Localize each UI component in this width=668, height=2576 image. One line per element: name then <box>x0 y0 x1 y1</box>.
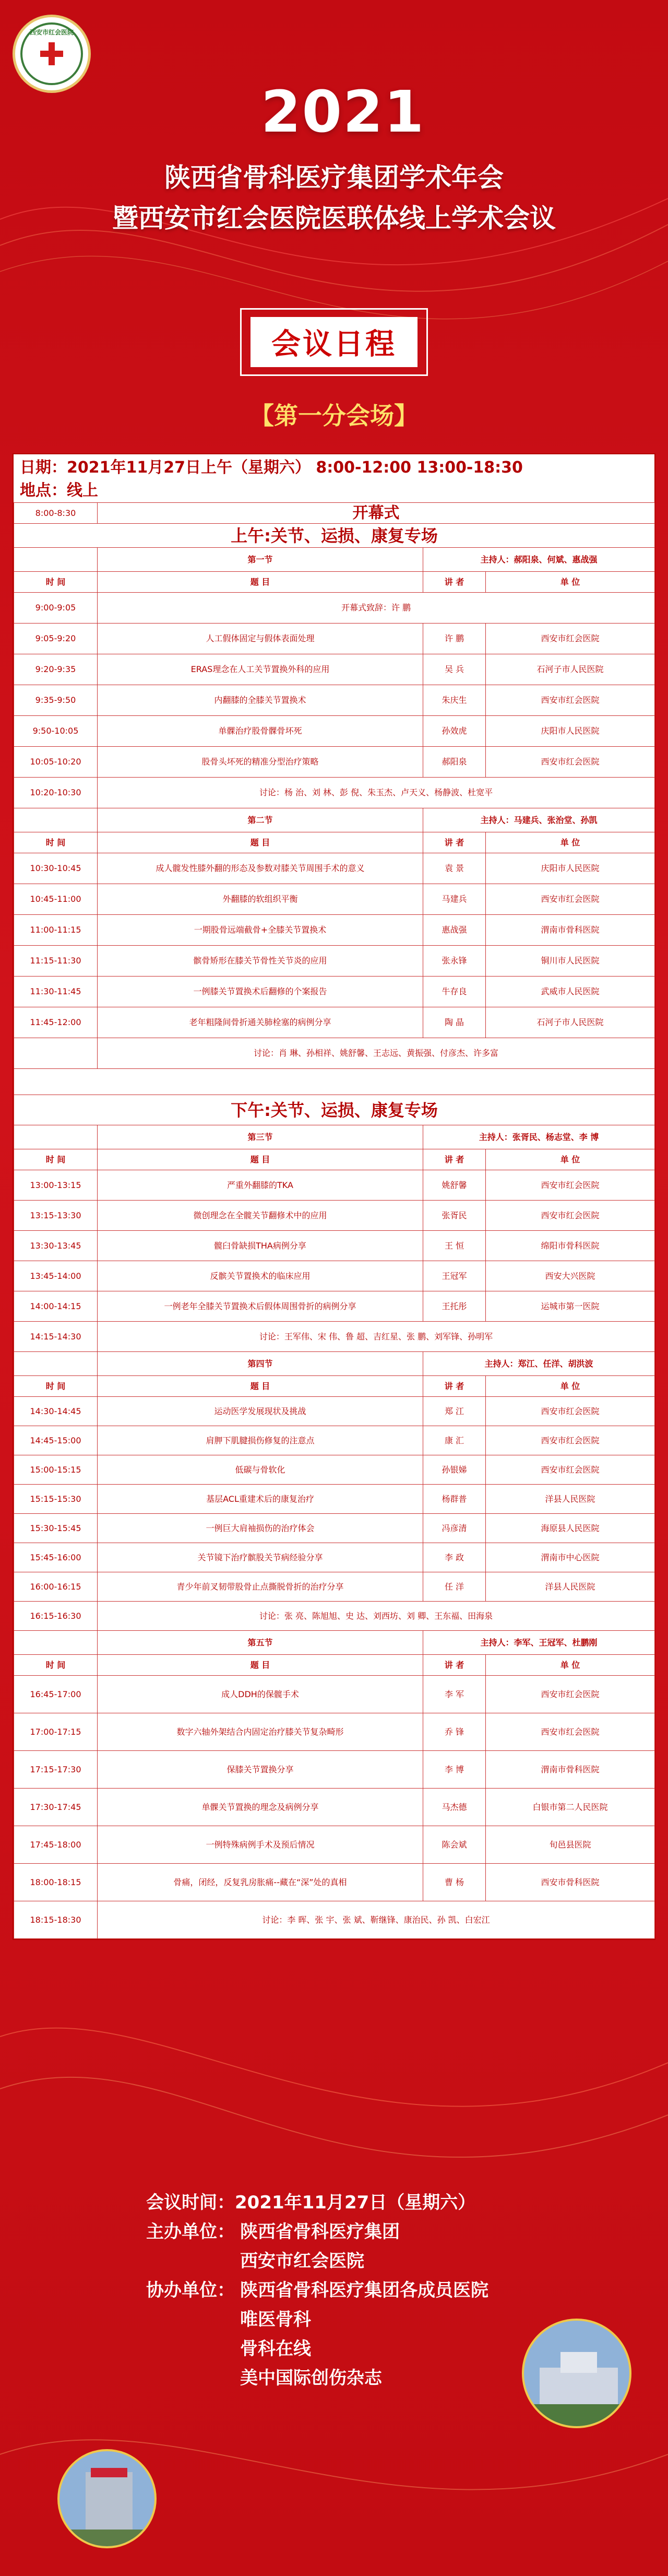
venue-label: 【第一分会场】 <box>250 402 418 430</box>
time-cell <box>14 1038 98 1069</box>
table-row <box>14 548 655 572</box>
unit-cell: 石河子市人民医院 <box>486 1007 655 1038</box>
table-row <box>14 1095 655 1125</box>
time-cell: 17:30-17:45 <box>14 1789 98 1826</box>
unit-cell: 西安市红会医院 <box>486 1170 655 1201</box>
time-cell: 17:00-17:15 <box>14 1713 98 1751</box>
agenda-body <box>14 503 655 1939</box>
hospital-logo <box>13 15 91 93</box>
col-unit-header: 单 位 <box>486 572 655 593</box>
speaker-cell: 冯彦清 <box>423 1514 486 1543</box>
table-row <box>14 1231 655 1261</box>
col-topic-header: 题 目 <box>98 1149 423 1170</box>
topic-cell: ERAS理念在人工关节置换外科的应用 <box>98 654 423 685</box>
unit-cell: 西安市骨科医院 <box>486 1864 655 1901</box>
unit-cell: 西安市红会医院 <box>486 1713 655 1751</box>
schedule-label-box <box>240 308 428 376</box>
time-cell: 16:00-16:15 <box>14 1572 98 1602</box>
speaker-cell: 乔 锋 <box>423 1713 486 1751</box>
speaker-cell: 马杰德 <box>423 1789 486 1826</box>
agenda-table <box>14 502 655 1939</box>
table-row <box>14 1376 655 1397</box>
session-host: 主持人：郑江、任洋、胡洪波 <box>423 1352 655 1376</box>
speaker-cell: 陶 晶 <box>423 1007 486 1038</box>
unit-cell: 洋县人民医院 <box>486 1572 655 1602</box>
topic-cell: 一期股骨远端截骨+全膝关节置换术 <box>98 915 423 946</box>
time-cell: 14:30-14:45 <box>14 1397 98 1426</box>
speaker-cell: 姚舒馨 <box>423 1170 486 1201</box>
table-row <box>14 1038 655 1069</box>
discussion-cell: 讨论：王军伟、宋 伟、鲁 超、吉红星、张 鹏、刘军锋、孙明军 <box>98 1322 655 1352</box>
table-row <box>14 593 655 624</box>
topic-cell: 低碳与骨软化 <box>98 1455 423 1485</box>
topic-cell: 老年粗隆间骨折通关肺栓塞的病例分享 <box>98 1007 423 1038</box>
topic-cell: 肩胛下肌腱损伤修复的注意点 <box>98 1426 423 1455</box>
time-cell: 9:20-9:35 <box>14 654 98 685</box>
table-row <box>14 624 655 654</box>
time-cell: 11:30-11:45 <box>14 977 98 1007</box>
table-row <box>14 1572 655 1602</box>
table-row <box>14 1426 655 1455</box>
co-host-org-3: 骨科在线 <box>240 2338 311 2359</box>
speaker-cell: 李 政 <box>423 1543 486 1572</box>
topic-cell: 内翻膝的全膝关节置换术 <box>98 685 423 716</box>
sub-title: 暨西安市红会医院医联体线上学术会议 <box>112 203 556 233</box>
topic-cell: 髌骨矫形在膝关节骨性关节炎的应用 <box>98 946 423 977</box>
co-host-org-1: 陕西省骨科医疗集团各成员医院 <box>240 2280 488 2301</box>
table-cell <box>14 548 98 572</box>
col-time-header: 时 间 <box>14 572 98 593</box>
unit-cell: 渭南市中心医院 <box>486 1543 655 1572</box>
table-row <box>14 808 655 832</box>
opening-ceremony: 开幕式 <box>98 503 655 524</box>
time-cell: 16:15-16:30 <box>14 1602 98 1631</box>
opening-time: 8:00-8:30 <box>14 503 98 524</box>
am-section-title: 上午:关节、运损、康复专场 <box>14 524 655 548</box>
table-row <box>14 1631 655 1655</box>
speaker-cell: 张永锋 <box>423 946 486 977</box>
host-org-1: 陕西省骨科医疗集团 <box>240 2221 400 2242</box>
speaker-cell: 吴 兵 <box>423 654 486 685</box>
hospital-campus-photo <box>522 2319 631 2428</box>
time-cell: 15:45-16:00 <box>14 1543 98 1572</box>
co-host-org-2: 唯医骨科 <box>240 2309 311 2330</box>
table-row <box>14 716 655 747</box>
section-gap <box>14 1069 655 1095</box>
topic-cell: 外翻膝的软组织平衡 <box>98 884 423 915</box>
time-cell: 10:45-11:00 <box>14 884 98 915</box>
topic-cell: 髋臼骨缺损THA病例分享 <box>98 1231 423 1261</box>
year-heading: 2021 <box>261 78 425 145</box>
unit-cell: 西安市红会医院 <box>486 747 655 778</box>
col-unit-header: 单 位 <box>486 1376 655 1397</box>
logo-ring <box>20 22 83 85</box>
speaker-cell: 陈会斌 <box>423 1826 486 1864</box>
col-topic-header: 题 目 <box>98 1376 423 1397</box>
table-row <box>14 1261 655 1291</box>
table-row <box>14 1826 655 1864</box>
topic-cell: 单髁治疗股骨髁骨坏死 <box>98 716 423 747</box>
session-host: 主持人：马建兵、张治堂、孙凯 <box>423 808 655 832</box>
unit-cell: 庆阳市人民医院 <box>486 716 655 747</box>
speaker-cell: 牛存良 <box>423 977 486 1007</box>
time-cell: 15:00-15:15 <box>14 1455 98 1485</box>
table-row <box>14 1125 655 1149</box>
time-cell: 17:15-17:30 <box>14 1751 98 1789</box>
unit-cell: 武威市人民医院 <box>486 977 655 1007</box>
topic-cell: 一例特殊病例手术及预后情况 <box>98 1826 423 1864</box>
speaker-cell: 王托彤 <box>423 1291 486 1322</box>
time-cell: 18:00-18:15 <box>14 1864 98 1901</box>
table-row <box>14 1514 655 1543</box>
speaker-cell: 李 军 <box>423 1676 486 1713</box>
time-cell: 11:15-11:30 <box>14 946 98 977</box>
table-row <box>14 946 655 977</box>
speaker-cell: 朱庆生 <box>423 685 486 716</box>
schedule-label: 会议日程 <box>250 317 418 367</box>
unit-cell: 绵阳市骨科医院 <box>486 1231 655 1261</box>
time-cell: 16:45-17:00 <box>14 1676 98 1713</box>
discussion-cell: 讨论：杨 治、刘 林、彭 倪、朱玉杰、卢天义、杨静波、杜宽平 <box>98 778 655 808</box>
topic-cell: 一例巨大肩袖损伤的治疗体会 <box>98 1514 423 1543</box>
table-row <box>14 1322 655 1352</box>
topic-cell: 运动医学发展现状及挑战 <box>98 1397 423 1426</box>
time-cell: 13:45-14:00 <box>14 1261 98 1291</box>
table-cell <box>14 1352 98 1376</box>
table-row <box>14 747 655 778</box>
table-row <box>14 832 655 853</box>
time-cell: 11:45-12:00 <box>14 1007 98 1038</box>
time-cell: 10:30-10:45 <box>14 853 98 884</box>
session-host: 主持人：李军、王冠军、杜鹏刚 <box>423 1631 655 1655</box>
table-row <box>14 1543 655 1572</box>
time-cell: 15:30-15:45 <box>14 1514 98 1543</box>
meeting-time: 会议时间：2021年11月27日（星期六） <box>146 2192 476 2213</box>
unit-cell: 石河子市人民医院 <box>486 654 655 685</box>
table-row <box>14 685 655 716</box>
unit-cell: 西安大兴医院 <box>486 1261 655 1291</box>
co-host-org-4: 美中国际创伤杂志 <box>240 2368 382 2389</box>
unit-cell: 庆阳市人民医院 <box>486 853 655 884</box>
time-cell: 14:00-14:15 <box>14 1291 98 1322</box>
unit-cell: 海原县人民医院 <box>486 1514 655 1543</box>
session-name: 第五节 <box>98 1631 423 1655</box>
speaker-cell: 孙效虎 <box>423 716 486 747</box>
unit-cell: 渭南市骨科医院 <box>486 915 655 946</box>
table-cell <box>14 1631 98 1655</box>
speaker-cell: 任 洋 <box>423 1572 486 1602</box>
pm-section-title: 下午:关节、运损、康复专场 <box>14 1095 655 1125</box>
table-row <box>14 654 655 685</box>
time-cell: 10:05-10:20 <box>14 747 98 778</box>
place-line: 地点：线上 <box>20 481 98 500</box>
topic-cell: 基层ACL重建术后的康复治疗 <box>98 1485 423 1514</box>
col-topic-header: 题 目 <box>98 572 423 593</box>
time-cell: 13:15-13:30 <box>14 1201 98 1231</box>
table-cell <box>14 808 98 832</box>
topic-cell: 一例膝关节置换术后翻修的个案报告 <box>98 977 423 1007</box>
time-cell: 9:35-9:50 <box>14 685 98 716</box>
time-cell: 9:50-10:05 <box>14 716 98 747</box>
table-row <box>14 853 655 884</box>
speaker-cell: 杨群普 <box>423 1485 486 1514</box>
discussion-cell: 讨论：张 亮、陈旭旭、史 达、刘西坊、刘 卿、王东福、田海泉 <box>98 1602 655 1631</box>
schedule-table <box>13 453 655 1940</box>
table-row <box>14 524 655 548</box>
speaker-cell: 惠战强 <box>423 915 486 946</box>
hospital-building-photo <box>57 2449 157 2548</box>
topic-cell: 关节镜下治疗髌股关节病经验分享 <box>98 1543 423 1572</box>
col-speaker-header: 讲 者 <box>423 1655 486 1676</box>
table-row <box>14 503 655 524</box>
main-title: 陕西省骨科医疗集团学术年会 <box>164 162 504 193</box>
table-row <box>14 1291 655 1322</box>
table-row <box>14 884 655 915</box>
session-host: 主持人：郝阳泉、何斌、惠战强 <box>423 548 655 572</box>
session-name: 第一节 <box>98 548 423 572</box>
discussion-cell: 讨论：李 晖、张 宇、张 斌、靳继锋、康治民、孙 凯、白宏江 <box>98 1901 655 1939</box>
col-time-header: 时 间 <box>14 1376 98 1397</box>
red-cross-icon <box>40 42 63 65</box>
table-row <box>14 1901 655 1939</box>
unit-cell: 西安市红会医院 <box>486 685 655 716</box>
time-cell: 17:45-18:00 <box>14 1826 98 1864</box>
speaker-cell: 郑 江 <box>423 1397 486 1426</box>
topic-cell: 青少年前叉韧带股骨止点撕脱骨折的治疗分享 <box>98 1572 423 1602</box>
topic-cell: 保膝关节置换分享 <box>98 1751 423 1789</box>
topic-cell: 数字六轴外架结合内固定治疗膝关节复杂畸形 <box>98 1713 423 1751</box>
time-cell: 9:05-9:20 <box>14 624 98 654</box>
unit-cell: 西安市红会医院 <box>486 1397 655 1426</box>
col-speaker-header: 讲 者 <box>423 572 486 593</box>
unit-cell: 西安市红会医院 <box>486 1201 655 1231</box>
topic-cell: 严重外翻膝的TKA <box>98 1170 423 1201</box>
col-time-header: 时 间 <box>14 1149 98 1170</box>
speaker-cell: 袁 景 <box>423 853 486 884</box>
discussion-cell: 开幕式致辞：许 鹏 <box>98 593 655 624</box>
session-name: 第二节 <box>98 808 423 832</box>
col-unit-header: 单 位 <box>486 1149 655 1170</box>
topic-cell: 一例老年全膝关节置换术后假体周围骨折的病例分享 <box>98 1291 423 1322</box>
speaker-cell: 许 鹏 <box>423 624 486 654</box>
table-row <box>14 778 655 808</box>
speaker-cell: 王 恒 <box>423 1231 486 1261</box>
table-row <box>14 1352 655 1376</box>
topic-cell: 单髁关节置换的理念及病例分享 <box>98 1789 423 1826</box>
col-speaker-header: 讲 者 <box>423 832 486 853</box>
table-row <box>14 1864 655 1901</box>
unit-cell: 洋县人民医院 <box>486 1485 655 1514</box>
table-row <box>14 572 655 593</box>
col-time-header: 时 间 <box>14 832 98 853</box>
table-row <box>14 1789 655 1826</box>
table-row <box>14 1007 655 1038</box>
unit-cell: 旬邑县医院 <box>486 1826 655 1864</box>
topic-cell: 股骨头坏死的精准分型治疗策略 <box>98 747 423 778</box>
discussion-cell: 讨论：肖 琳、孙相祥、姚舒馨、王志远、黄振强、付彦杰、许多富 <box>98 1038 655 1069</box>
time-cell: 10:20-10:30 <box>14 778 98 808</box>
speaker-cell: 孙银娣 <box>423 1455 486 1485</box>
table-row <box>14 977 655 1007</box>
unit-cell: 西安市红会医院 <box>486 1676 655 1713</box>
co-host-label: 协办单位： <box>146 2280 235 2301</box>
col-speaker-header: 讲 者 <box>423 1149 486 1170</box>
topic-cell: 人工假体固定与假体表面处理 <box>98 624 423 654</box>
unit-cell: 铜川市人民医院 <box>486 946 655 977</box>
table-cell <box>14 1125 98 1149</box>
time-cell: 9:00-9:05 <box>14 593 98 624</box>
logo-text: 西安市红会医院 <box>29 29 74 36</box>
time-cell: 11:00-11:15 <box>14 915 98 946</box>
col-unit-header: 单 位 <box>486 832 655 853</box>
topic-cell: 成人髋发性膝外翻的形态及参数对膝关节周围手术的意义 <box>98 853 423 884</box>
host-label: 主办单位： <box>146 2221 235 2242</box>
unit-cell: 运城市第一医院 <box>486 1291 655 1322</box>
table-row <box>14 1455 655 1485</box>
time-cell: 15:15-15:30 <box>14 1485 98 1514</box>
speaker-cell: 马建兵 <box>423 884 486 915</box>
table-row <box>14 1655 655 1676</box>
table-row <box>14 1713 655 1751</box>
speaker-cell: 曹 杨 <box>423 1864 486 1901</box>
unit-cell: 西安市红会医院 <box>486 884 655 915</box>
topic-cell: 反髌关节置换术的临床应用 <box>98 1261 423 1291</box>
speaker-cell: 李 博 <box>423 1751 486 1789</box>
unit-cell: 西安市红会医院 <box>486 1426 655 1455</box>
table-row <box>14 1602 655 1631</box>
time-cell: 18:15-18:30 <box>14 1901 98 1939</box>
speaker-cell: 王冠军 <box>423 1261 486 1291</box>
unit-cell: 白银市第二人民医院 <box>486 1789 655 1826</box>
topic-cell: 骨痛，闭经，反复乳房胀痛--藏在“深”处的真相 <box>98 1864 423 1901</box>
time-cell: 14:15-14:30 <box>14 1322 98 1352</box>
session-host: 主持人：张胥民、杨志堂、李 博 <box>423 1125 655 1149</box>
session-name: 第三节 <box>98 1125 423 1149</box>
table-row <box>14 915 655 946</box>
session-name: 第四节 <box>98 1352 423 1376</box>
table-row <box>14 1751 655 1789</box>
col-speaker-header: 讲 者 <box>423 1376 486 1397</box>
host-org-2: 西安市红会医院 <box>240 2251 364 2272</box>
unit-cell: 西安市红会医院 <box>486 624 655 654</box>
unit-cell: 渭南市骨科医院 <box>486 1751 655 1789</box>
table-row <box>14 1149 655 1170</box>
col-topic-header: 题 目 <box>98 1655 423 1676</box>
time-cell: 13:30-13:45 <box>14 1231 98 1261</box>
table-row <box>14 1485 655 1514</box>
speaker-cell: 康 汇 <box>423 1426 486 1455</box>
col-unit-header: 单 位 <box>486 1655 655 1676</box>
speaker-cell: 郝阳泉 <box>423 747 486 778</box>
col-time-header: 时 间 <box>14 1655 98 1676</box>
table-row <box>14 1676 655 1713</box>
time-cell: 14:45-15:00 <box>14 1426 98 1455</box>
table-row <box>14 1201 655 1231</box>
topic-cell: 微创理念在全髋关节翻修术中的应用 <box>98 1201 423 1231</box>
unit-cell: 西安市红会医院 <box>486 1455 655 1485</box>
date-line: 日期：2021年11月27日上午（星期六） 8:00-12:00 13:00-18:30 <box>20 458 523 477</box>
col-topic-header: 题 目 <box>98 832 423 853</box>
speaker-cell: 张胥民 <box>423 1201 486 1231</box>
table-row <box>14 1170 655 1201</box>
time-cell: 13:00-13:15 <box>14 1170 98 1201</box>
table-row <box>14 1397 655 1426</box>
topic-cell: 成人DDH的保髋手术 <box>98 1676 423 1713</box>
table-row <box>14 1069 655 1095</box>
